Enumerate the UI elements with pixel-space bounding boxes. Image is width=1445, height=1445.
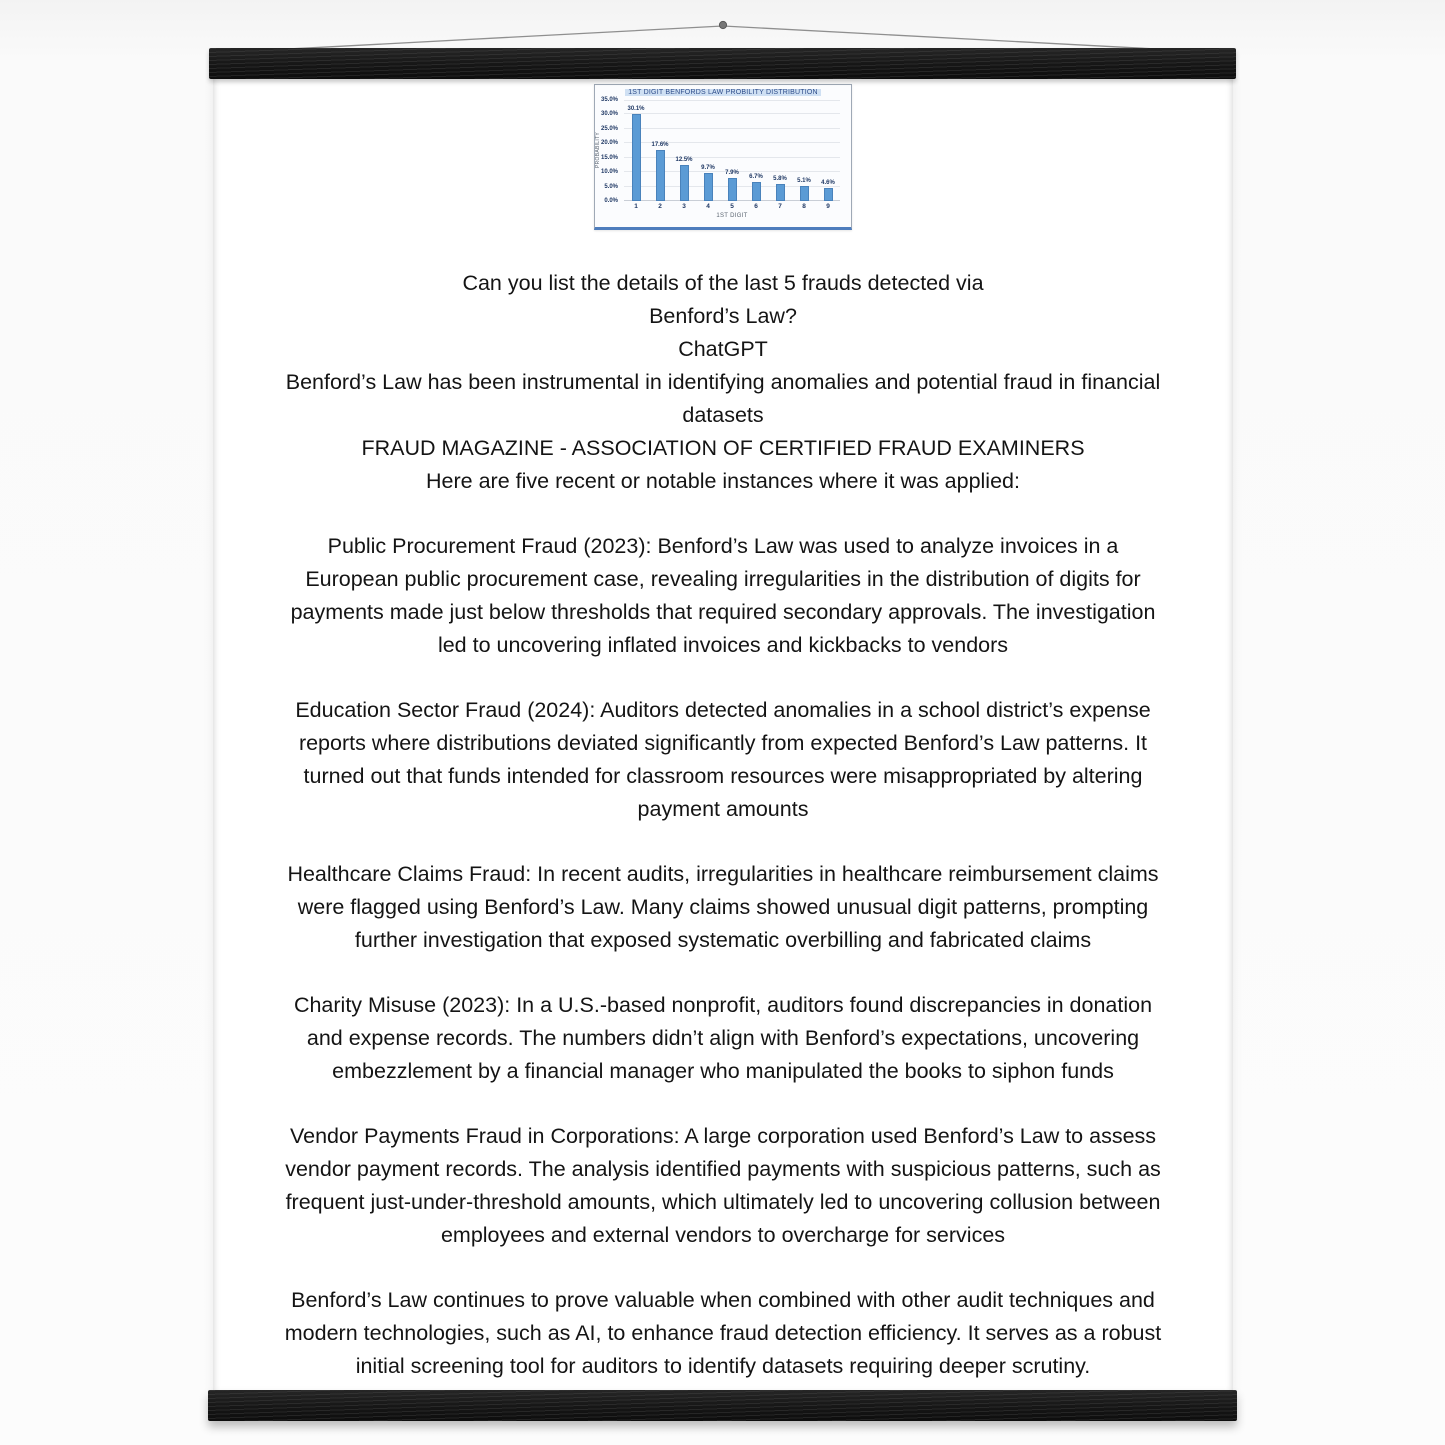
text-line: vendor payment records. The analysis identified payments with suspicious patterns, such as	[285, 1157, 1161, 1181]
paragraph-public-procurement	[213, 530, 1233, 662]
chart-data-label: 12.5%	[675, 156, 693, 163]
chart-y-tick-label: 15.0%	[600, 154, 618, 161]
chart-data-label: 7.9%	[725, 170, 739, 177]
paragraph-healthcare-claims	[213, 858, 1233, 957]
chart-x-tick-label: 5	[730, 203, 734, 210]
chart-x-tick-label: 8	[802, 203, 806, 210]
text-line: Vendor Payments Fraud in Corporations: A large corporation used Benford’s Law to assess	[289, 1124, 1157, 1148]
text-line: employees and external vendors to overcharge for services	[440, 1223, 1006, 1247]
text-line: Charity Misuse (2023): In a U.S.-based nonprofit, auditors found discrepancies in donation	[293, 993, 1153, 1017]
chart-x-tick-label: 2	[658, 203, 662, 210]
chart-x-tick-label: 3	[682, 203, 686, 210]
text-line: led to uncovering inflated invoices and kickbacks to vendors	[437, 633, 1009, 657]
chart-x-tick-label: 6	[754, 203, 758, 210]
chart-x-tick-label: 9	[826, 203, 830, 210]
paragraph-education-sector	[213, 694, 1233, 826]
chart-gridline	[624, 113, 840, 114]
chart-y-tick-label: 10.0%	[600, 169, 618, 176]
chart-title-text: 1ST DIGIT BENFORDS LAW PROBILITY DISTRIBUTION	[625, 89, 821, 96]
nail-icon	[719, 21, 726, 28]
paragraph-conclusion	[213, 1284, 1233, 1383]
chart-y-tick-label: 0.0%	[604, 198, 618, 204]
chart-bar	[824, 188, 833, 201]
chart-x-tick-label: 1	[634, 203, 638, 210]
chart-y-axis	[595, 97, 621, 204]
chart-title	[595, 88, 851, 97]
text-line: payments made just below thresholds that required secondary approvals. The investigation	[290, 600, 1156, 624]
text-line: Here are five recent or notable instances where it was applied:	[426, 469, 1020, 493]
chart-bar	[632, 114, 641, 201]
top-hanger-bar	[209, 48, 1236, 79]
text-line: payment amounts	[637, 797, 809, 821]
text-line: FRAUD MAGAZINE - ASSOCIATION OF CERTIFIED FRAUD EXAMINERS	[361, 436, 1085, 460]
text-line: modern technologies, such as AI, to enhance fraud detection efficiency. It serves as a robust	[284, 1321, 1162, 1345]
chart-data-label: 4.6%	[821, 179, 835, 186]
chart-data-label: 17.6%	[651, 142, 669, 149]
text-line: Can you list the details of the last 5 frauds detected via	[462, 271, 984, 295]
text-line: ChatGPT	[678, 337, 768, 361]
chart-y-axis-label: PROBABILITY	[595, 131, 601, 169]
paragraph-vendor-payments	[213, 1120, 1233, 1252]
chart-data-label: 9.7%	[701, 165, 715, 172]
text-line: initial screening tool for auditors to identify datasets requiring deeper scrutiny.	[355, 1354, 1091, 1378]
chart-bar	[728, 178, 737, 201]
chart-gridline	[624, 100, 840, 101]
chart-y-tick-label: 20.0%	[600, 140, 618, 147]
chart-bar	[704, 173, 713, 201]
text-line: further investigation that exposed systematic overbilling and fabricated claims	[354, 928, 1092, 952]
chart-data-label: 6.7%	[749, 173, 763, 180]
document-text	[213, 267, 1233, 1383]
text-line: and expense records. The numbers didn’t align with Benford’s expectations, uncovering	[306, 1026, 1140, 1050]
text-line: frequent just-under-threshold amounts, which ultimately led to uncovering collusion between	[285, 1190, 1161, 1214]
text-line: Benford’s Law has been instrumental in identifying anomalies and potential fraud in financial	[285, 370, 1161, 394]
chart-bar	[800, 186, 809, 201]
text-line: Benford’s Law?	[649, 304, 797, 328]
chart-bar	[680, 165, 689, 201]
chart-gridline	[624, 128, 840, 129]
chart-plot-area	[624, 100, 840, 201]
chart-data-label: 30.1%	[627, 106, 645, 113]
chart-y-tick-label: 35.0%	[600, 97, 618, 103]
chart-y-tick-label: 25.0%	[600, 125, 618, 132]
text-line: datasets	[682, 403, 764, 427]
text-line: reports where distributions deviated significantly from expected Benford’s Law patterns. It	[298, 731, 1148, 755]
chart-data-label: 5.8%	[773, 176, 787, 183]
poster-paper	[213, 76, 1233, 1394]
chart-x-axis-label: 1ST DIGIT	[716, 213, 748, 219]
chart-bar	[656, 150, 665, 201]
chart-y-tick-label: 30.0%	[600, 111, 618, 118]
chart-y-tick-label: 5.0%	[604, 183, 618, 190]
text-line: turned out that funds intended for classroom resources were misappropriated by altering	[303, 764, 1143, 788]
text-line: were flagged using Benford’s Law. Many claims showed unusual digit patterns, prompting	[297, 895, 1149, 919]
chart-x-axis	[624, 202, 840, 212]
benford-chart	[594, 84, 852, 230]
text-line: embezzlement by a financial manager who manipulated the books to siphon funds	[332, 1059, 1114, 1083]
chart-bar	[752, 182, 761, 201]
chart-data-label: 5.1%	[797, 178, 811, 185]
chart-bar	[776, 184, 785, 201]
paragraph-charity-misuse	[213, 989, 1233, 1088]
chart-x-tick-label: 7	[778, 203, 782, 210]
text-line: Education Sector Fraud (2024): Auditors detected anomalies in a school district’s expense	[295, 698, 1151, 722]
text-line: Benford’s Law continues to prove valuable when combined with other audit techniques and	[291, 1288, 1155, 1312]
intro-block	[213, 267, 1233, 498]
text-line: European public procurement case, revealing irregularities in the distribution of digits for	[305, 567, 1141, 591]
chart-x-tick-label: 4	[706, 203, 710, 210]
text-line: Healthcare Claims Fraud: In recent audits, irregularities in healthcare reimbursement claims	[287, 862, 1159, 886]
bottom-hanger-bar	[208, 1390, 1237, 1421]
text-line: Public Procurement Fraud (2023): Benford’s Law was used to analyze invoices in a	[327, 534, 1119, 558]
